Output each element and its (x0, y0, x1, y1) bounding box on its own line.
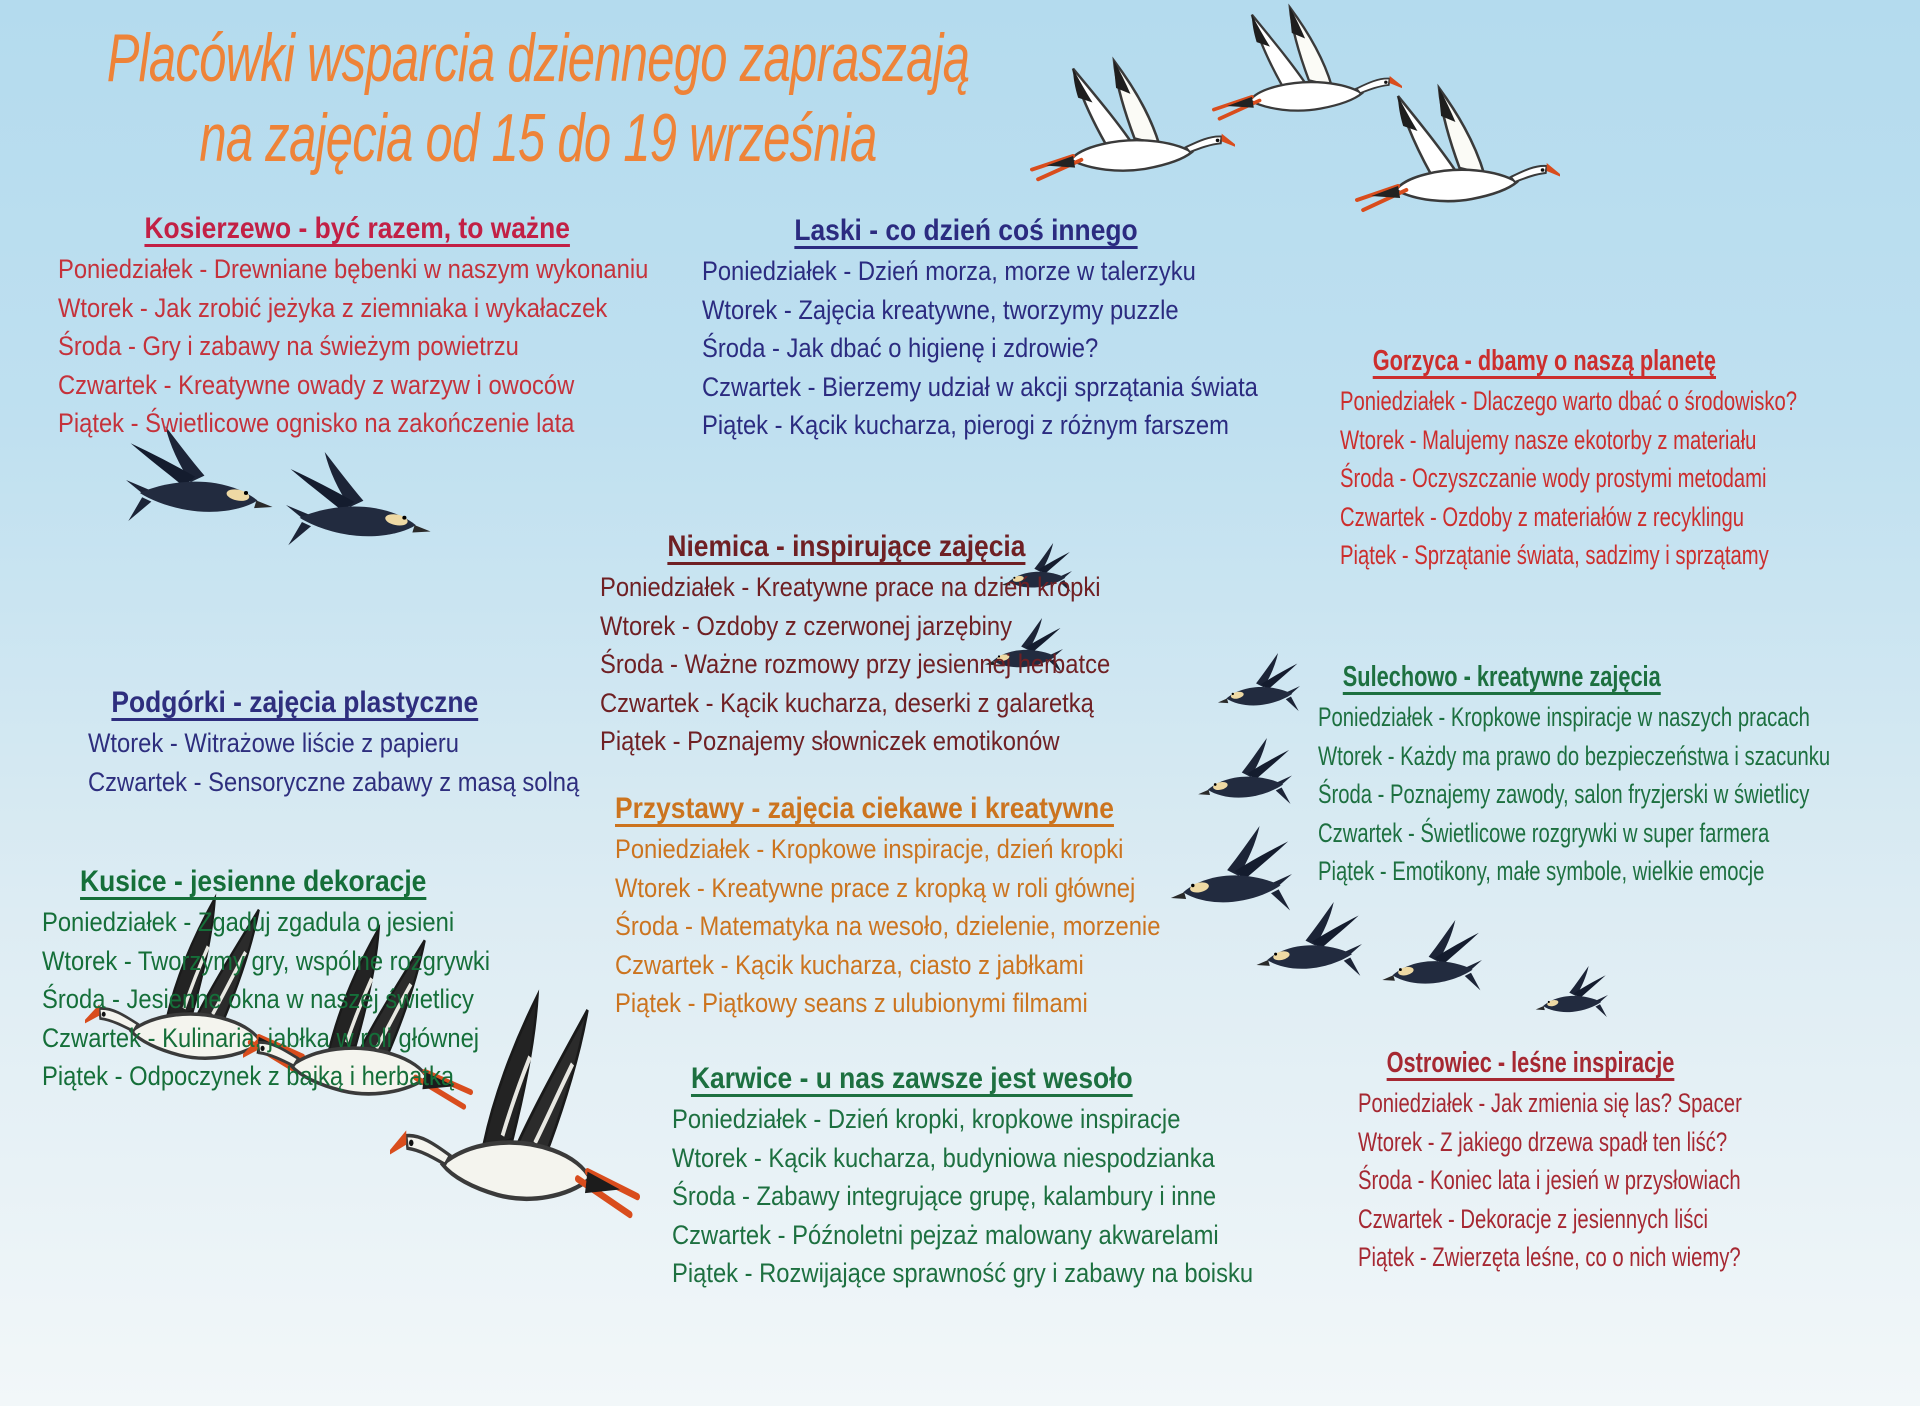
schedule-line: Piątek - Świetlicowe ognisko na zakończenie lata (58, 408, 575, 438)
schedule-line: Wtorek - Ozdoby z czerwonej jarzębiny (600, 610, 1012, 641)
section-sulechowo (1318, 658, 1831, 891)
swallow-icon (1534, 966, 1608, 1024)
stork-icon (1355, 82, 1560, 252)
section-niemica (600, 528, 1111, 761)
section-heading: Ostrowiec - leśne inspiracje (1386, 1047, 1675, 1079)
section-heading: Kusice - jesienne dekoracje (80, 865, 427, 898)
schedule-line: Środa - Jesienne okna w naszej świetlicy (42, 984, 474, 1014)
schedule-line: Wtorek - Kącik kucharza, budyniowa niespodzianka (672, 1142, 1215, 1173)
schedule-line: Czwartek - Późnoletni pejzaż malowany akwarelami (672, 1219, 1219, 1250)
schedule-line: Czwartek - Sensoryczne zabawy z masą solną (88, 766, 580, 797)
schedule-line: Wtorek - Zajęcia kreatywne, tworzymy puzzle (702, 294, 1179, 325)
schedule-line: Poniedziałek - Kropkowe inspiracje, dzień kropki (615, 834, 1124, 864)
schedule-line: Poniedziałek - Dzień kropki, kropkowe inspiracje (672, 1104, 1181, 1134)
schedule-line: Piątek - Kącik kucharza, pierogi z różnym farszem (702, 410, 1229, 440)
schedule-line: Wtorek - Jak zrobić jeżyka z ziemniaka i wykałaczek (58, 292, 608, 323)
schedule-line: Czwartek - Świetlicowe rozgrywki w super farmera (1318, 817, 1770, 848)
schedule-line: Wtorek - Witrażowe liście z papieru (88, 728, 460, 758)
section-przystawy (615, 790, 1161, 1023)
section-karwice (672, 1060, 1254, 1293)
schedule-line: Środa - Zabawy integrujące grupę, kalambury i inne (672, 1181, 1217, 1211)
swallow-icon (1380, 920, 1482, 1000)
schedule-line: Poniedziałek - Dlaczego warto dbać o środowisko? (1340, 386, 1797, 416)
schedule-line: Poniedziałek - Dzień morza, morze w talerzyku (702, 256, 1196, 286)
schedule-line: Piątek - Odpoczynek z bajką i herbatką (42, 1061, 455, 1091)
schedule-line: Środa - Gry i zabawy na świeżym powietrzu (58, 331, 519, 361)
schedule-line: Czwartek - Kulinaria, jabłka w roli głównej (42, 1022, 480, 1053)
schedule-line: Piątek - Rozwijające sprawność gry i zabawy na boisku (672, 1258, 1254, 1288)
schedule-line: Piątek - Piątkowy seans z ulubionymi filmami (615, 988, 1088, 1018)
section-heading: Przystawy - zajęcia ciekawe i kreatywne (615, 792, 1114, 825)
schedule-line: Środa - Oczyszczanie wody prostymi metodami (1340, 463, 1767, 493)
swallow-icon (1254, 902, 1362, 986)
section-heading: Karwice - u nas zawsze jest wesoło (690, 1062, 1133, 1095)
poster-title-line2: na zajęcia od 15 do 19 września (199, 100, 877, 176)
schedule-line: Czwartek - Ozdoby z materiałów z recyklingu (1340, 501, 1745, 532)
section-kusice (42, 863, 491, 1096)
schedule-line: Środa - Ważne rozmowy przy jesiennej herbatce (600, 649, 1111, 679)
section-kosierzewo (58, 210, 656, 443)
schedule-line: Czwartek - Kreatywne owady z warzyw i owoców (58, 369, 575, 400)
schedule-line: Wtorek - Malujemy nasze ekotorby z materiału (1340, 424, 1757, 455)
schedule-line: Piątek - Emotikony, małe symbole, wielkie emocje (1318, 856, 1765, 886)
schedule-line: Poniedziałek - Kropkowe inspiracje w naszych pracach (1318, 702, 1810, 732)
schedule-line: Czwartek - Bierzemy udział w akcji sprzątania świata (702, 371, 1258, 402)
schedule-line: Poniedziałek - Zgaduj zgadula o jesieni (42, 907, 455, 937)
section-heading: Sulechowo - kreatywne zajęcia (1342, 661, 1661, 693)
schedule-line: Czwartek - Kącik kucharza, ciasto z jabłkami (615, 949, 1084, 980)
poster-title-line1: Placówki wsparcia dziennego zapraszają (106, 20, 970, 96)
schedule-line: Środa - Poznajemy zawody, salon fryzjerski w świetlicy (1318, 779, 1810, 809)
schedule-line: Piątek - Poznajemy słowniczek emotikonów (600, 726, 1060, 756)
swallow-icon (1216, 653, 1300, 719)
schedule-line: Wtorek - Kreatywne prace z kropką w roli głównej (615, 872, 1136, 903)
section-gorzyca (1340, 342, 1797, 575)
schedule-line: Poniedziałek - Drewniane bębenki w naszym wykonaniu (58, 254, 649, 284)
schedule-line: Czwartek - Dekoracje z jesiennych liści (1358, 1203, 1708, 1234)
schedule-line: Środa - Matematyka na wesoło, dzielenie, morzenie (615, 911, 1161, 941)
section-heading: Kosierzewo - być razem, to ważne (144, 212, 570, 245)
section-ostrowiec (1358, 1044, 1742, 1277)
schedule-line: Piątek - Sprzątanie świata, sadzimy i sprzątamy (1340, 540, 1769, 570)
schedule-line: Wtorek - Tworzymy gry, wspólne rozgrywki (42, 945, 491, 976)
section-heading: Podgórki - zajęcia plastyczne (111, 686, 479, 719)
schedule-line: Poniedziałek - Jak zmienia się las? Spacer (1358, 1088, 1742, 1118)
section-laski (702, 212, 1258, 445)
section-heading: Laski - co dzień coś innego (794, 214, 1138, 247)
schedule-line: Poniedziałek - Kreatywne prace na dzień kropki (600, 572, 1101, 602)
schedule-line: Wtorek - Z jakiego drzewa spadł ten liść? (1358, 1126, 1728, 1157)
swallow-icon (286, 452, 434, 558)
stork-icon (1030, 55, 1235, 220)
schedule-line: Środa - Koniec lata i jesień w przysłowiach (1358, 1165, 1741, 1195)
schedule-line: Wtorek - Każdy ma prawo do bezpieczeństwa i szacunku (1318, 740, 1831, 771)
schedule-line: Piątek - Zwierzęta leśne, co o nich wiemy? (1358, 1242, 1741, 1272)
section-heading: Gorzyca - dbamy o naszą planetę (1372, 345, 1717, 377)
section-heading: Niemica - inspirujące zajęcia (667, 530, 1026, 563)
swallow-icon (1196, 738, 1292, 813)
poster-title (70, 18, 1006, 178)
schedule-line: Czwartek - Kącik kucharza, deserki z galaretką (600, 687, 1094, 718)
section-podgorki (88, 684, 580, 801)
schedule-line: Środa - Jak dbać o higienę i zdrowie? (702, 333, 1099, 363)
